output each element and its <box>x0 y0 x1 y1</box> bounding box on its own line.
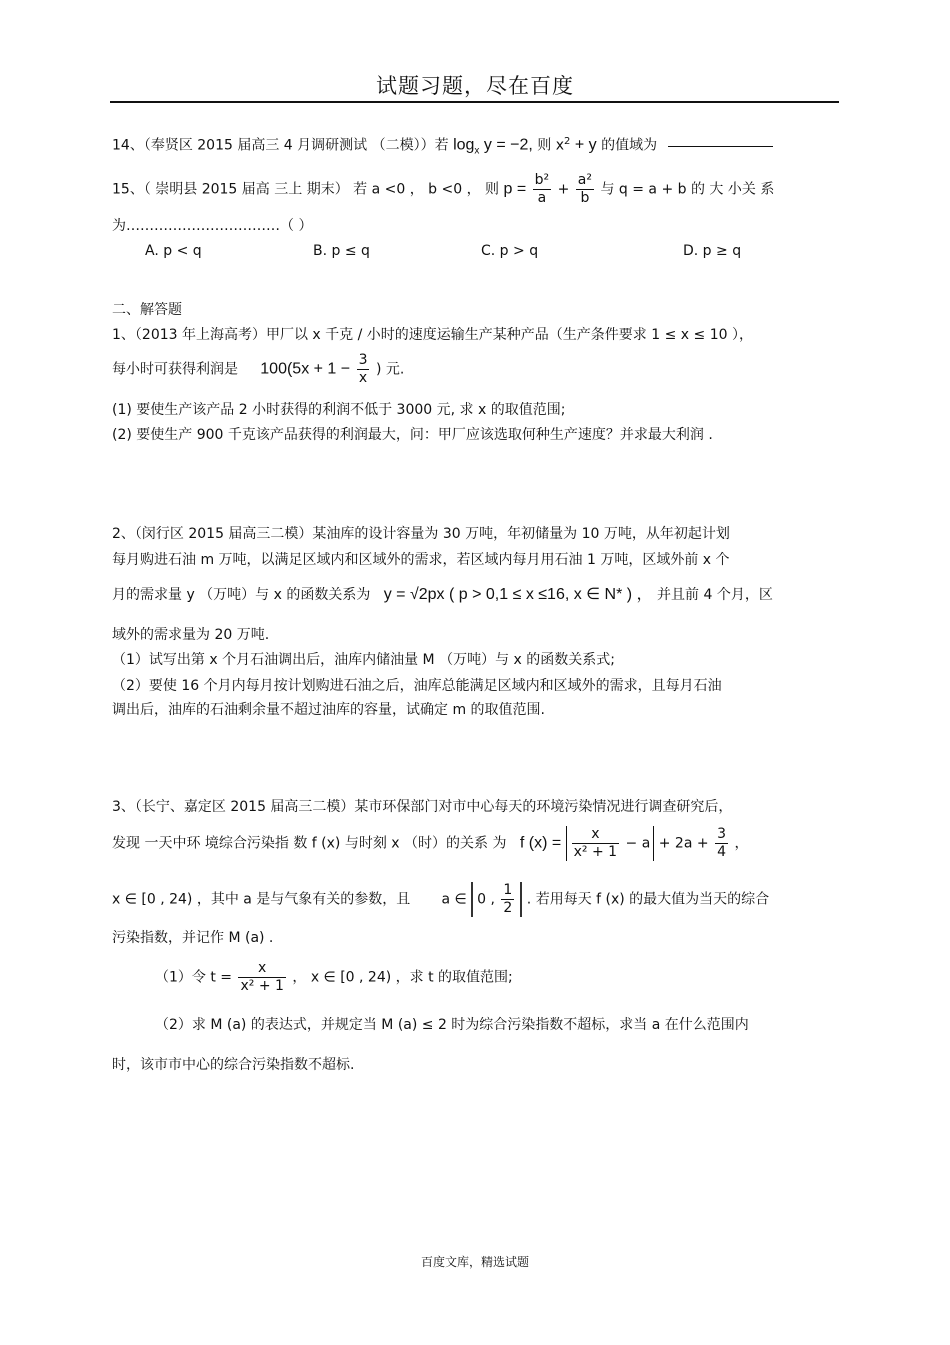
p2-line1: 2、（闵行区 2015 届高三二模）某油库的设计容量为 30 万吨，年初储量为 10 万吨，从年初起计划 <box>112 526 730 542</box>
q15-frac2-den: b <box>580 190 590 206</box>
q15-option-c: C. p > q <box>481 243 539 259</box>
q15-frac1-num: b² <box>534 172 550 188</box>
p3-plus-2a: + 2a + <box>658 835 709 852</box>
p3-line2: 发现 一天中环 境综合污染指 数 f (x) 与时刻 x （时）的关系 为 f (x) = $\frac{x}{\text{x² + 1}}$ − a + 2a + $\frac{3}{4}$ ， <box>112 826 749 860</box>
p1-fraction <box>357 352 370 387</box>
p3-frac2-num: 3 <box>717 826 726 842</box>
p3-minus-a: − a <box>625 835 651 852</box>
p3-interval-frac <box>501 882 514 917</box>
p3-line4: 污染指数，并记作 M (a) . <box>112 930 274 946</box>
q15-option-d: D. p ≥ q <box>683 243 742 259</box>
p2-line2: 每月购进石油 m 万吨，以满足区域内和区域外的需求，若区域内每月用石油 1 万吨，区域外前 x 个 <box>112 552 730 568</box>
p3-sub2: （2）求 M (a) 的表达式，并规定当 M (a) ≤ 2 时为综合污染指数不超标，求当 a 在什么范围内 <box>155 1017 749 1033</box>
p3-abs-value <box>566 826 655 861</box>
q15-mid: 与 q = a + b 的 大 小关 系 <box>600 181 775 198</box>
p3-interval-den: 2 <box>503 900 513 916</box>
q15-frac2-num: a² <box>577 172 592 188</box>
p3-interval-num: 1 <box>503 882 513 898</box>
p3-frac2-den: 4 <box>717 844 726 860</box>
p2-line3-text: 月的需求量 y （万吨）与 x 的函数关系为 <box>112 587 371 603</box>
p3-interval <box>471 882 522 917</box>
header-divider <box>110 101 839 103</box>
q15-prefix: 15、（ 崇明县 2015 届高 三上 期末） 若 <box>112 181 368 198</box>
p3-sub1-tail: ， x ∈ [0 , 24) ，求 t 的取值范围; <box>292 969 513 986</box>
p3-f-lhs: f (x) = <box>519 834 562 852</box>
p2-sub2b: 调出后，油库的石油剩余量不超过油库的容量，试确定 m 的取值范围. <box>112 702 545 718</box>
p3-sub1-text: （1）令 t = <box>155 969 233 986</box>
p1-profit-expr: 100(5x + 1 − <box>260 360 351 378</box>
p1-line2 <box>112 352 404 387</box>
p3-frac-num: x <box>572 826 619 844</box>
q15-fraction-2 <box>576 172 594 207</box>
p3-line2-text: 发现 一天中环 境综合污染指 数 f (x) 与时刻 x （时）的关系 为 <box>112 835 507 852</box>
q14-prefix: 14、（奉贤区 2015 届高三 4 月调研测试 （二模））若 <box>112 137 449 154</box>
q14-exponent: 2 <box>564 136 571 147</box>
p1-profit-unit: ) 元. <box>375 361 405 378</box>
q14-mid: 则 x <box>537 137 564 154</box>
q14-log-base: x <box>474 145 480 157</box>
p3-sub1 <box>155 960 513 995</box>
p3-fraction <box>572 826 619 861</box>
p3-interval-lo: 0 , <box>477 891 495 908</box>
p3-a-in: a ∈ <box>441 891 467 908</box>
q15-line2: 为……………………………（ ） <box>112 218 313 234</box>
p3-frac-den: x² + 1 <box>573 844 618 860</box>
p3-line3-tail: . 若用每天 f (x) 的最大值为当天的综合 <box>526 891 770 908</box>
section-title: 二、解答题 <box>112 302 182 318</box>
p2-sub1: （1）试写出第 x 个月石油调出后，油库内储油量 M （万吨）与 x 的函数关系式; <box>112 652 615 668</box>
p3-line3 <box>112 882 769 917</box>
q14-expr: + y <box>574 136 597 154</box>
p1-frac-num: 3 <box>358 352 368 368</box>
p3-fraction-2 <box>715 826 728 861</box>
p1-profit-label: 每小时可获得利润是 <box>112 361 238 378</box>
page-header-title: 试题习题，尽在百度 <box>376 74 574 98</box>
p3-sub1-den: x² + 1 <box>240 978 284 994</box>
p3-sub2b: 时，该市市中心的综合污染指数不超标. <box>112 1057 355 1073</box>
q14-suffix: 的值域为 <box>601 137 658 154</box>
q15-option-b: B. p ≤ q <box>313 243 370 259</box>
p3-sub1-fraction <box>238 960 285 995</box>
question-14 <box>112 133 773 160</box>
p2-sub2a: （2）要使 16 个月内每月按计划购进石油之后，油库总能满足区域内和区域外的需求，且每月石油 <box>112 678 722 694</box>
p1-line1: 1、（2013 年上海高考）甲厂以 x 千克 / 小时的速度运输生产某种产品（生产条件要求 1 ≤ x ≤ 10 ）， <box>112 327 753 343</box>
q14-condition: y = −2, <box>483 136 533 154</box>
q15-fraction-1 <box>533 172 552 207</box>
q15-p: p = <box>503 180 527 198</box>
p2-line3-tail: 并且前 4 个月，区 <box>657 587 773 603</box>
q14-log: log <box>453 136 475 154</box>
p1-frac-den: x <box>358 370 368 386</box>
p1-sub1: (1) 要使生产该产品 2 小时获得的利润不低于 3000 元, 求 x 的取值范围; <box>112 402 566 418</box>
q15-option-a: A. p < q <box>145 243 202 259</box>
p3-line3-text: x ∈ [0 , 24) ，其中 a 是与气象有关的参数，且 <box>112 891 411 908</box>
p3-sub1-num: x <box>238 960 285 978</box>
p3-line1: 3、（长宁、嘉定区 2015 届高三二模）某市环保部门对市中心每天的环境污染情况进行调查研究后， <box>112 799 733 815</box>
page-footer: 百度文库，精选试题 <box>420 1255 529 1269</box>
p2-line3 <box>112 586 773 604</box>
p2-function: y = √2px ( p > 0,1 ≤ x ≤16, x ∈ N* ) ， <box>383 586 653 603</box>
q15-condition: a <0 ， b <0 ， 则 <box>371 181 500 198</box>
p1-sub2: (2) 要使生产 900 千克该产品获得的利润最大，问：甲厂应该选取何种生产速度？并求最大利润 . <box>112 427 713 443</box>
p2-line4: 域外的需求量为 20 万吨. <box>112 627 270 643</box>
q15-frac1-den: a <box>537 190 547 206</box>
question-15 <box>112 172 774 207</box>
answer-blank <box>668 146 773 147</box>
q15-plus: + <box>557 181 570 198</box>
